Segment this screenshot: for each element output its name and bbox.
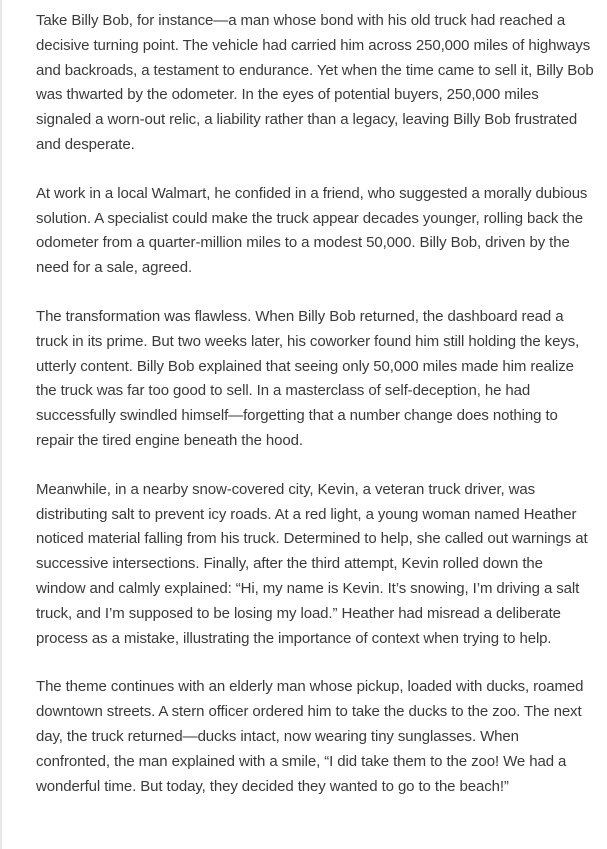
paragraph-kevin-salt-truck: Meanwhile, in a nearby snow-covered city, Kevin, a veteran truck driver, was distributing salt to prevent icy roads. At a red light, a young woman named Heather noticed material falling from his truck. Determined to help, she called out warnings at successive intersections. Finally, after the third attempt, Kevin rolled down the window and calmly explained: “Hi, my name is Kevin. It’s snowing, I’m driving a salt truck, and I’m supposed to be losing my load.” Heather had misread a deliberate process as a mistake, illustrating the importance of context when trying to help.: [36, 480, 588, 647]
paragraph-ducks-zoo: The theme continues with an elderly man whose pickup, loaded with ducks, roamed downtown streets. A stern officer ordered him to take the ducks to the zoo. The next day, the truck returned—ducks intact, now wearing tiny sunglasses. When confronted, the man explained with a smile, “I did take them to the zoo! We had a wonderful time. But today, they decided they wanted to go to the beach!”: [36, 678, 584, 795]
paragraph-walmart-friend: At work in a local Walmart, he confided in a friend, who suggested a morally dubious solution. A specialist could make the truck appear decades younger, rolling back the odometer from a quarter-million miles to a modest 50,000. Billy Bob, driven by the need for a sale, agreed.: [36, 184, 588, 277]
paragraph-transformation: The transformation was flawless. When Billy Bob returned, the dashboard read a truck in its prime. But two weeks later, his coworker found him still holding the keys, utterly content. Billy Bob explained that seeing only 50,000 miles made him realize the truck was far too good to sell. In a masterclass of self-deception, he had successfully swindled himself—forgetting that a number change does nothing to repair the tired engine beneath the hood.: [36, 307, 580, 449]
paragraph-billy-bob-intro: Take Billy Bob, for instance—a man whose bond with his old truck had reached a decisive turning point. The vehicle had carried him across 250,000 miles of highways and backroads, a testament to endurance. Yet when the time came to sell it, Billy Bob was thwarted by the odometer. In the eyes of potential buyers, 250,000 miles signaled a worn-out relic, a liability rather than a legacy, leaving Billy Bob frustrated and desperate.: [36, 12, 594, 153]
article-body: [36, 9, 596, 823]
